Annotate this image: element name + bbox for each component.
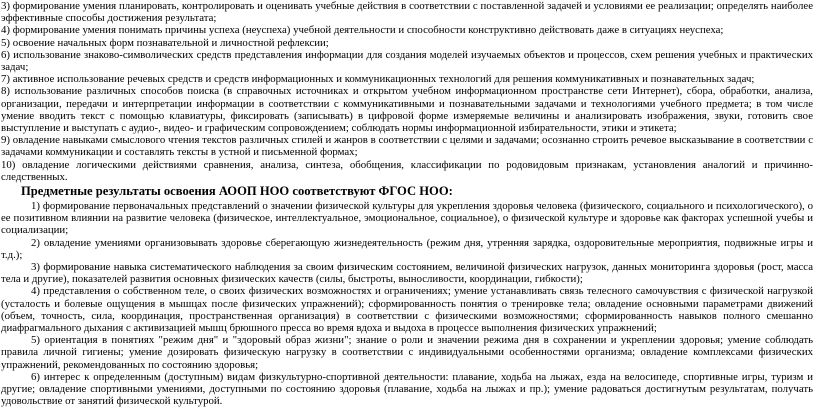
subject-result-item-6: 6) интерес к определенным (доступным) видам физкультурно-спортивной деятельности: плавание, ходьба на лыжах, езда на велосипеде, спортивные игры, туризм и другие; овладение спортивными умениями, доступными по состоянию здоровья (плавание, ходьба на лыжах и пр.); умение радоваться достигнутым результатам, получать удовольствие от занятий физической культурой. xyxy=(1,370,813,408)
document-page xyxy=(1,0,813,408)
meta-result-item-9: 9) овладение навыками смыслового чтения текстов различных стилей и жанров в соответствии с целями и задачами; осознанно строить речевое высказывание в соответствии с задачами коммуникации и составлять тексты в устной и письменной формах; xyxy=(1,134,813,159)
meta-result-item-5: 5) освоение начальных форм познавательной и личностной рефлексии; xyxy=(1,36,329,49)
meta-result-item-6: 6) использование знаково-символических средств представления информации для создания моделей изучаемых объектов и процессов, схем решения учебных и практических задач; xyxy=(1,48,813,74)
subject-result-item-1: 1) формирование первоначальных представлений о значении физической культуры для укрепления здоровья человека (физического, социального и психологического), о ее позитивном влиянии на развитие человека (физическое, интеллектуальное, эмоциональное, социальное), о физической культуре и здоровье как факторах успешной учебы и социализации; xyxy=(1,200,813,237)
meta-result-item-4: 4) формирование умения понимать причины успеха (неуспеха) учебной деятельности и способности конструктивно действовать даже в ситуациях неуспеха; xyxy=(1,24,724,37)
subject-result-item-5: 5) ориентация в понятиях "режим дня" и "здоровый образ жизни"; знание о роли и значении режима дня в сохранении и укреплении здоровья; умение соблюдать правила личной гигиены; умение дозировать физическую нагрузку в соответствии с индивидуальными особенностями организма; овладение комплексами физических упражнений, рекомендованных по состоянию здоровья; xyxy=(1,334,813,371)
subject-result-item-3: 3) формирование навыка систематического наблюдения за своим физическим состоянием, величиной физических нагрузок, данных мониторинга здоровья (рост, масса тела и другие), показателей развития основных физических качеств (силы, быстроты, выносливости, координации, гибкости); xyxy=(1,261,813,286)
subject-results-heading: Предметные результаты освоения АООП НОО соответствуют ФГОС НОО: xyxy=(21,184,453,199)
subject-result-item-2: 2) овладение умениями организовывать здоровье сберегающую жизнедеятельность (режим дня, утренняя зарядка, оздоровительные мероприятия, подвижные игры и т.д.); xyxy=(1,236,813,261)
subject-result-item-4: 4) представления о собственном теле, о своих физических возможностях и ограничениях; умение устанавливать связь телесного самочувствия с физической нагрузкой (усталость и болевые ощущения в мышцах после физических упражнений); сформированность понятия о тренировке тела; овладение основными параметрами движений (объем, точность, сила, координация, пространственная организация) в соответствии с физическими возможностями; сформированность навыков полного смешанно диафрагмального дыхания с активизацией мышц брюшного пресса во время вдоха и выдоха в процессе выполнения физических упражнений; xyxy=(1,285,813,335)
meta-result-item-7: 7) активное использование речевых средств и средств информационных и коммуникационных технологий для решения коммуникативных и познавательных задач; xyxy=(1,73,755,86)
meta-result-item-3: 3) формирование умения планировать, контролировать и оценивать учебные действия в соответствии с поставленной задачей и условиями ее реализации; определять наиболее эффективные способы достижения результата; xyxy=(1,0,813,25)
meta-result-item-8: 8) использование различных способов поиска (в справочных источниках и открытом учебном информационном пространстве сети Интернет), сбора, обработки, анализа, организации, передачи и интерпретации информации в соответствии с коммуникативными и познавательными задачами и технологиями учебного предмета; в том числе умение вводить текст с помощью клавиатуры, фиксировать (записывать) в цифровой форме измеряемые величины и анализировать изображения, звуки, готовить свое выступление и выступать с аудио-, видео- и графическим сопровождением; соблюдать нормы информационной избирательности, этики и этикета; xyxy=(1,85,813,135)
meta-result-item-10: 10) овладение логическими действиями сравнения, анализа, синтеза, обобщения, классификации по родовидовым признакам, установления аналогий и причинно-следственных. xyxy=(1,158,813,183)
